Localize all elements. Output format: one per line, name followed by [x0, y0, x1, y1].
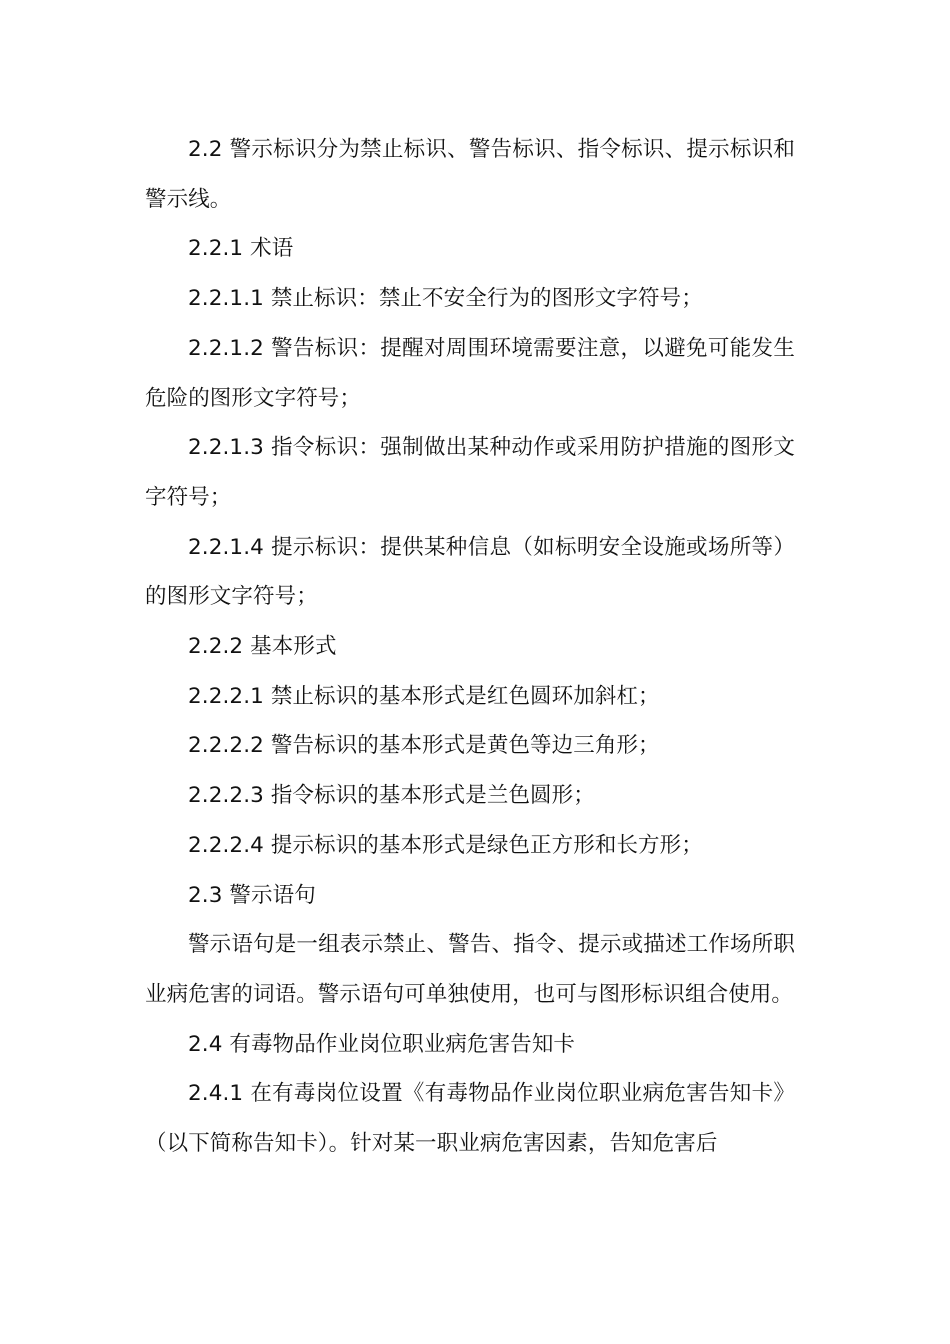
paragraph-text: 在有毒岗位设置《有毒物品作业岗位职业病危害告知卡》（以下简称告知卡）。针对某一职业病危害因素，告知危害后: [145, 1081, 795, 1157]
paragraph-2-3: [145, 871, 795, 921]
document-body: [145, 125, 795, 1169]
paragraph-text: 警告标识：提醒对周围环境需要注意，以避免可能发生危险的图形文字符号；: [145, 335, 795, 411]
paragraph-2-2-2: [145, 622, 795, 672]
section-number: 2.2.1.3: [188, 435, 264, 461]
section-number: 2.2.1.2: [188, 335, 264, 361]
paragraph-text: 警示语句是一组表示禁止、警告、指令、提示或描述工作场所职业病危害的词语。警示语句可单独使用，也可与图形标识组合使用。: [145, 932, 795, 1007]
paragraph-2-2-1-1: [145, 274, 795, 324]
paragraph-text: 警示语句: [222, 882, 316, 908]
paragraph-text: 禁止标识的基本形式是红色圆环加斜杠；: [263, 683, 660, 709]
paragraph-2-2-2-1: [145, 672, 795, 722]
section-number: 2.2.1: [188, 236, 244, 262]
paragraph-text: 禁止标识：禁止不安全行为的图形文字符号；: [263, 286, 703, 312]
paragraph-2-2-1: [145, 224, 795, 274]
paragraph-text: 警示标识分为禁止标识、警告标识、指令标识、提示标识和警示线。: [145, 137, 795, 212]
paragraph-2-4: [145, 1020, 795, 1070]
paragraph-2-2-1-4: [145, 523, 795, 622]
paragraph-text: 提示标识的基本形式是绿色正方形和长方形；: [263, 832, 703, 858]
section-number: 2.4.1: [188, 1081, 244, 1107]
paragraph-2-2-2-2: [145, 721, 795, 771]
section-number: 2.3: [188, 882, 223, 908]
paragraph-text: 指令标识的基本形式是兰色圆形；: [263, 783, 595, 809]
section-number: 2.4: [188, 1031, 223, 1057]
section-number: 2.2: [188, 137, 223, 162]
paragraph-2-4-1: [145, 1069, 795, 1168]
paragraph-2-2-2-3: [145, 771, 795, 821]
paragraph-text: 有毒物品作业岗位职业病危害告知卡: [222, 1031, 576, 1057]
paragraph-text: 提示标识：提供某种信息（如标明安全设施或场所等）的图形文字符号；: [145, 534, 795, 610]
paragraph-2-2: [145, 125, 795, 224]
paragraph-text: 基本形式: [243, 634, 337, 660]
paragraph-text: 指令标识：强制做出某种动作或采用防护措施的图形文字符号；: [145, 435, 795, 510]
section-number: 2.2.2: [188, 634, 244, 660]
paragraph-2-2-1-3: [145, 423, 795, 522]
section-number: 2.2.2.2: [188, 733, 264, 759]
section-number: 2.2.2.4: [188, 832, 264, 858]
section-number: 2.2.2.1: [188, 683, 264, 709]
section-number: 2.2.2.3: [188, 783, 264, 809]
section-number: 2.2.1.1: [188, 286, 264, 312]
paragraph-text: 警告标识的基本形式是黄色等边三角形；: [263, 733, 660, 759]
paragraph-2-2-2-4: [145, 821, 795, 871]
paragraph-2-2-1-2: [145, 324, 795, 423]
paragraph-warning-phrases: [145, 920, 795, 1019]
paragraph-text: 术语: [243, 236, 294, 262]
section-number: 2.2.1.4: [188, 534, 264, 560]
